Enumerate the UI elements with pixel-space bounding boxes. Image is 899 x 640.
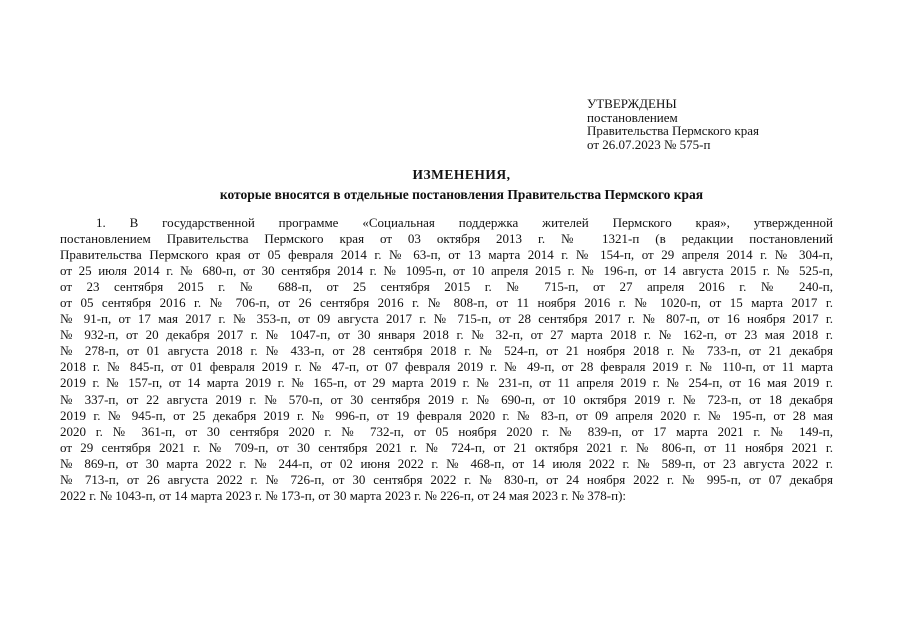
paragraph-1 [60,215,833,504]
paragraph-line: от 25 июля 2014 г. № 680-п, от 30 сентября 2014 г. № 1095-п, от 10 апреля 2015 г. № 196-п, от 14 августа 2015 г. № 525-п, [60,263,833,279]
paragraph-line: № 91-п, от 17 мая 2017 г. № 353-п, от 09 августа 2017 г. № 715-п, от 28 сентября 2017 г. № 807-п, от 16 ноября 2017 г. [60,311,833,327]
document-subheading: которые вносятся в отдельные постановления Правительства Пермского края [219,187,704,202]
paragraph-line: от 29 сентября 2021 г. № 709-п, от 30 сентября 2021 г. № 724-п, от 21 октября 2021 г. № 806-п, от 11 ноября 2021 г. [60,439,833,455]
paragraph-line: 1. В государственной программе «Социальная поддержка жителей Пермского края», утвержденной [96,215,833,230]
paragraph-line: 2019 г. № 945-п, от 25 декабря 2019 г. № 996-п, от 19 февраля 2020 г. № 83-п, от 09 апреля 2020 г. № 195-п, от 28 мая [60,407,833,423]
approval-block [587,97,759,151]
paragraph-line: № 713-п, от 26 августа 2022 г. № 726-п, от 30 сентября 2022 г. № 830-п, от 24 ноября 2022 г. № 995-п, от 07 декабря [60,471,833,487]
paragraph-line: постановлением Правительства Пермского края от 03 октября 2013 г. № 1321-п (в редакции постановлений [60,231,833,247]
paragraph-line: Правительства Пермского края от 05 февраля 2014 г. № 63-п, от 13 марта 2014 г. № 154-п, от 29 апреля 2014 г. № 304-п, [60,247,833,263]
paragraph-line: № 278-п, от 01 августа 2018 г. № 433-п, от 28 сентября 2018 г. № 524-п, от 21 ноября 2018 г. № 733-п, от 21 декабря [60,343,833,359]
paragraph-line: 2018 г. № 845-п, от 01 февраля 2019 г. № 47-п, от 07 февраля 2019 г. № 49-п, от 28 февраля 2019 г. № 110-п, от 11 марта [60,359,833,375]
paragraph-line: от 05 сентября 2016 г. № 706-п, от 26 сентября 2016 г. № 808-п, от 11 ноября 2016 г. № 1020-п, от 15 марта 2017 г. [60,295,833,311]
approval-date-number: от 26.07.2023 № 575-п [587,136,711,152]
paragraph-line: № 337-п, от 22 августа 2019 г. № 570-п, от 30 сентября 2019 г. № 690-п, от 10 октября 2019 г. № 723-п, от 18 декабря [60,391,833,407]
document-heading: ИЗМЕНЕНИЯ, [412,167,511,182]
paragraph-line: № 869-п, от 30 марта 2022 г. № 244-п, от 02 июня 2022 г. № 468-п, от 14 июля 2022 г. № 589-п, от 23 августа 2022 г. [60,455,833,471]
paragraph-line: 2019 г. № 157-п, от 14 марта 2019 г. № 165-п, от 29 марта 2019 г. № 231-п, от 11 апреля 2019 г. № 254-п, от 16 мая 2019 г. [60,375,833,391]
paragraph-line: 2020 г. № 361-п, от 30 сентября 2020 г. № 732-п, от 05 ноября 2020 г. № 839-п, от 17 марта 2021 г. № 149-п, [60,423,833,439]
paragraph-line: № 932-п, от 20 декабря 2017 г. № 1047-п, от 30 января 2018 г. № 32-п, от 27 марта 2018 г. № 162-п, от 23 мая 2018 г. [60,327,833,343]
approval-title: УТВЕРЖДЕНЫ [587,96,677,111]
approval-authority: Правительства Пермского края [587,123,759,138]
paragraph-line: от 23 сентября 2015 г. № 688-п, от 25 сентября 2015 г. № 715-п, от 27 апреля 2016 г. № 240-п, [60,279,833,295]
paragraph-line: 2022 г. № 1043-п, от 14 марта 2023 г. № 173-п, от 30 марта 2023 г. № 226-п, от 24 мая 2023 г. № 378-п): [60,487,627,503]
document-title-block [0,167,899,203]
approval-by-resolution: постановлением [587,109,678,125]
